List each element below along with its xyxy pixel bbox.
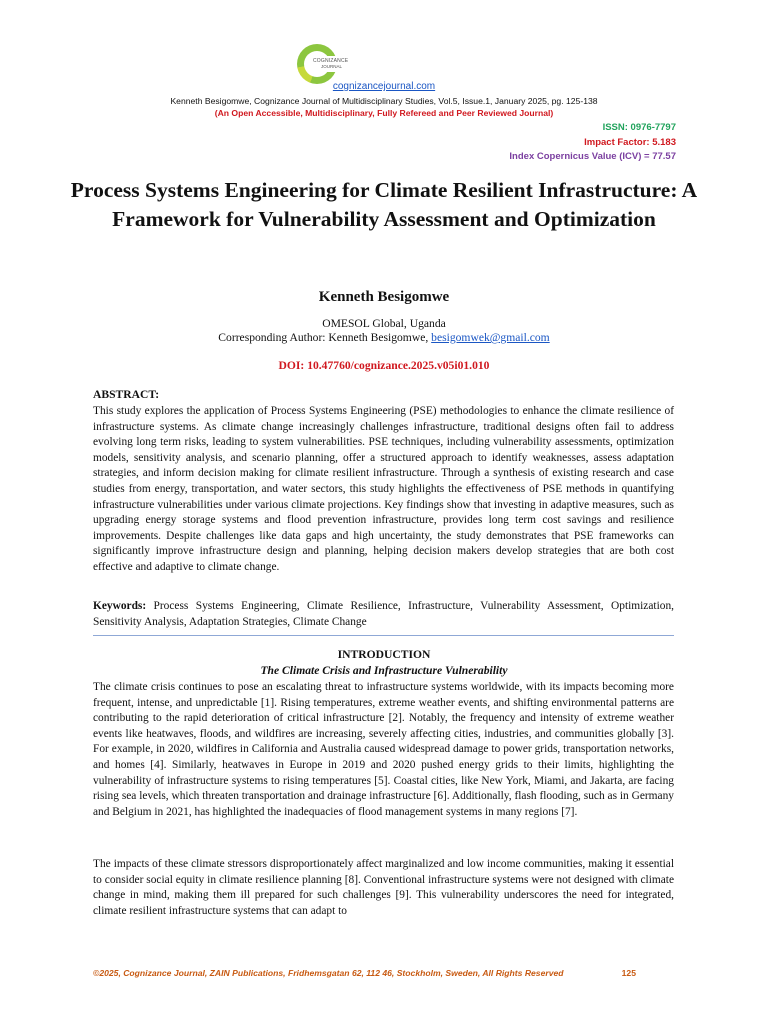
citation-line: Kenneth Besigomwe, Cognizance Journal of Multidisciplinary Studies, Vol.5, Issue.1, January 2025, pg. 125-138 <box>170 96 598 106</box>
abstract-heading: ABSTRACT: <box>93 388 160 401</box>
corresponding-author <box>0 331 768 344</box>
keywords-label: Keywords: <box>93 600 147 612</box>
introduction-paragraph-1: The climate crisis continues to pose an escalating threat to infrastructure systems worldwide, with its impacts becoming more frequent, intense, and unpredictable [1]. Rising temperatures, extreme weather events, and shifting environmental patterns are contributing to the rapid deterioration of critical infrastructure [2]. Notably, the frequency and intensity of extreme weather events like heatwaves, floods, and wildfires are increasing, severely affecting cities, industries, and communities globally [3]. For example, in 2020, wildfires in California and Australia caused widespread damage to power grids, transportation networks, and homes [4]. Similarly, heatwaves in Europe in 2019 and 2020 pushed energy grids to their limits, highlighting the vulnerability of infrastructure systems to rising temperatures [5]. Coastal cities, like New York, Miami, and Jakarta, are facing rising sea levels, which threaten transportation and drainage infrastructure [6]. Additionally, flash flooding, such as in Germany and Belgium in 2021, has highlighted the inadequacies of flood management systems in many regions [7]. <box>93 681 674 818</box>
logo-text-cognizance: COGNIZANCE <box>313 58 349 64</box>
introduction-paragraph-2: The impacts of these climate stressors disproportionately affect marginalized and low income communities, making it essential to consider social equity in climate resilience planning [8]. Conventional infrastructure systems were not designed with climate change in mind, making them ill prepared for such challenges [9]. This vulnerability underscores the need for integrated, climate resilient infrastructure systems that can adapt to <box>93 858 674 917</box>
page-footer <box>93 968 636 978</box>
icv-value: Index Copernicus Value (ICV) = 77.57 <box>509 151 676 162</box>
introduction-heading: INTRODUCTION <box>337 648 431 661</box>
abstract-text: This study explores the application of Process Systems Engineering (PSE) methodologies to enhance the climate resilience of infrastructure systems. As climate change increasingly challenges infrastructure, traditional designs often fail to address evolving long term risks, leading to system vulnerabilities. PSE techniques, including vulnerability assessments, optimization models, sensitivity analysis, and scenario planning, offer a structured approach to identify weaknesses, assess adaptation strategies, and inform decision making for climate resilient infrastructure. Through a synthesis of existing research and case studies from energy, transportation, and water sectors, this study highlights the effectiveness of PSE methods in quantifying infrastructure vulnerabilities under various climate projections. Key findings show that investing in adaptive measures, such as upgrading energy storage systems and flood prevention infrastructure, provides long term cost savings and resilience improvements. Despite challenges like data gaps and high uncertainty, the study demonstrates that PSE frameworks can significantly improve infrastructure design and planning, helping decision makers develop strategies that are both cost effective and adaptive to climate change. <box>93 405 674 573</box>
author-affiliation: OMESOL Global, Uganda <box>322 317 446 330</box>
section-divider <box>93 635 674 636</box>
corresponding-email-link[interactable]: besigomwek@gmail.com <box>431 331 550 344</box>
journal-website-link[interactable]: cognizancejournal.com <box>332 81 436 92</box>
footer-copyright: ©2025, Cognizance Journal, ZAIN Publications, Fridhemsgatan 62, 112 46, Stockholm, Sweden, All Rights Reserved <box>93 968 564 978</box>
page-number: 125 <box>621 968 636 978</box>
logo-text-journal: JOURNAL <box>321 64 343 69</box>
introduction-subheading: The Climate Crisis and Infrastructure Vulnerability <box>260 664 508 677</box>
keywords <box>93 599 674 630</box>
keywords-list: Process Systems Engineering, Climate Resilience, Infrastructure, Vulnerability Assessment, Optimization, Sensitivity Analysis, Adaptation Strategies, Climate Change <box>93 600 674 628</box>
author-name: Kenneth Besigomwe <box>318 289 450 305</box>
corresponding-prefix: Corresponding Author: Kenneth Besigomwe, <box>218 331 432 344</box>
issn: ISSN: 0976-7797 <box>602 122 676 133</box>
paper-title: Process Systems Engineering for Climate Resilient Infrastructure: A Framework for Vulnerability Assessment and Optimization <box>70 178 698 231</box>
impact-factor: Impact Factor: 5.183 <box>584 137 676 148</box>
doi[interactable]: DOI: 10.47760/cognizance.2025.v05i01.010 <box>278 359 490 372</box>
open-access-note: (An Open Accessible, Multidisciplinary, Fully Refereed and Peer Reviewed Journal) <box>214 108 554 118</box>
